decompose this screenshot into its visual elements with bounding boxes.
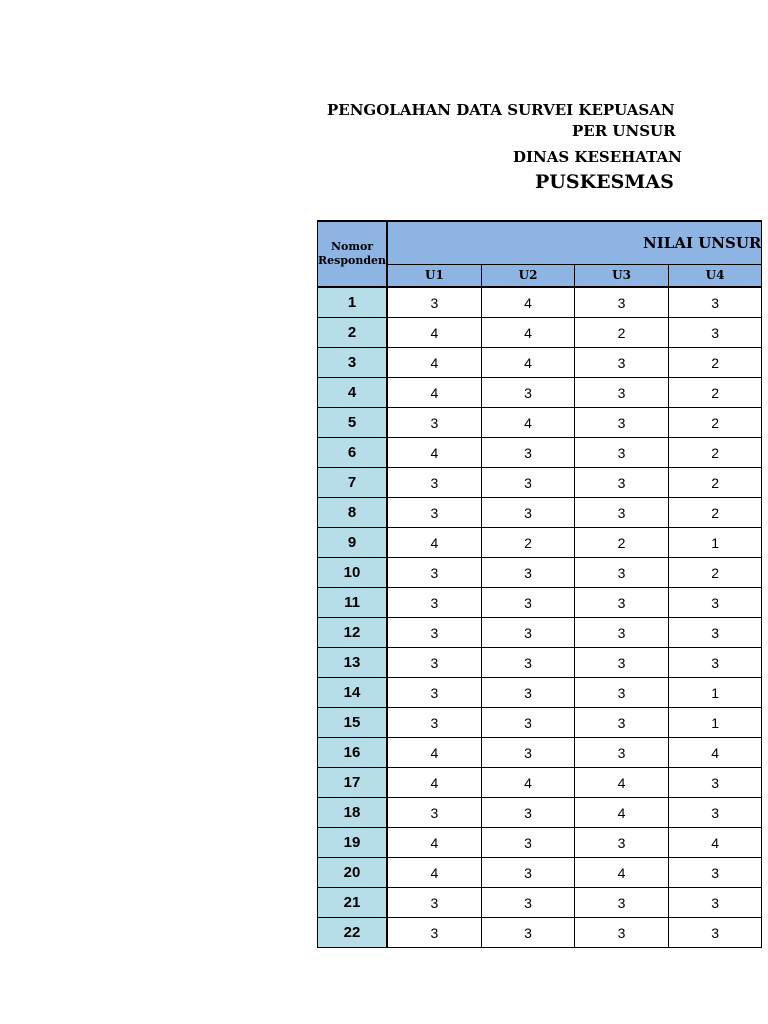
score-cell-u1: 4	[387, 438, 481, 468]
score-cell-u2: 3	[481, 738, 575, 768]
table-row	[318, 918, 762, 948]
score-cell-u1: 3	[387, 468, 481, 498]
score-cell-u4: 3	[668, 918, 762, 948]
respondent-number: 5	[318, 408, 388, 438]
respondent-number: 10	[318, 558, 388, 588]
table-row	[318, 738, 762, 768]
respondent-number: 12	[318, 618, 388, 648]
nomor-label: Nomor	[330, 240, 374, 253]
score-cell-u1: 3	[387, 648, 481, 678]
score-cell-u4: 2	[668, 348, 762, 378]
score-cell-u4: 3	[668, 888, 762, 918]
score-cell-u1: 3	[387, 918, 481, 948]
table-row	[318, 828, 762, 858]
score-cell-u2: 3	[481, 618, 575, 648]
table-row	[318, 378, 762, 408]
score-cell-u2: 3	[481, 678, 575, 708]
table-row	[318, 408, 762, 438]
score-cell-u3: 3	[575, 438, 669, 468]
score-cell-u3: 3	[575, 378, 669, 408]
respondent-number: 21	[318, 888, 388, 918]
score-cell-u1: 4	[387, 318, 481, 348]
respondent-number: 15	[318, 708, 388, 738]
score-cell-u1: 3	[387, 588, 481, 618]
score-cell-u2: 4	[481, 287, 575, 318]
score-cell-u1: 3	[387, 678, 481, 708]
table-row	[318, 318, 762, 348]
title-line-3: DINAS KESEHATAN	[513, 148, 682, 166]
score-cell-u4: 4	[668, 738, 762, 768]
table-row	[318, 798, 762, 828]
score-cell-u3: 2	[575, 318, 669, 348]
score-cell-u2: 4	[481, 408, 575, 438]
respondent-number: 8	[318, 498, 388, 528]
score-cell-u3: 3	[575, 888, 669, 918]
table-body	[318, 287, 762, 948]
column-header-u2: U2	[481, 264, 575, 287]
respondent-number: 13	[318, 648, 388, 678]
survey-table-viewport	[317, 220, 762, 946]
score-cell-u2: 3	[481, 468, 575, 498]
score-cell-u2: 3	[481, 798, 575, 828]
table-row	[318, 558, 762, 588]
respondent-number: 1	[318, 287, 388, 318]
report-title-block	[300, 0, 682, 200]
table-row	[318, 588, 762, 618]
score-cell-u4: 2	[668, 468, 762, 498]
score-cell-u2: 3	[481, 438, 575, 468]
score-cell-u1: 3	[387, 618, 481, 648]
score-cell-u4: 2	[668, 498, 762, 528]
table-row	[318, 648, 762, 678]
table-row	[318, 858, 762, 888]
table-row	[318, 438, 762, 468]
score-cell-u1: 4	[387, 828, 481, 858]
score-cell-u1: 3	[387, 287, 481, 318]
score-cell-u1: 3	[387, 798, 481, 828]
score-cell-u4: 3	[668, 648, 762, 678]
title-line-4: PUSKESMAS	[535, 171, 674, 193]
survey-table	[317, 220, 762, 948]
respondent-number: 3	[318, 348, 388, 378]
table-row	[318, 528, 762, 558]
table-row	[318, 468, 762, 498]
score-cell-u4: 3	[668, 858, 762, 888]
score-cell-u2: 3	[481, 648, 575, 678]
respondent-number: 18	[318, 798, 388, 828]
score-cell-u3: 2	[575, 528, 669, 558]
score-cell-u1: 4	[387, 348, 481, 378]
score-cell-u1: 3	[387, 408, 481, 438]
score-cell-u4: 1	[668, 678, 762, 708]
table-row	[318, 708, 762, 738]
score-cell-u2: 3	[481, 828, 575, 858]
score-cell-u3: 3	[575, 618, 669, 648]
score-cell-u3: 3	[575, 918, 669, 948]
score-cell-u4: 4	[668, 828, 762, 858]
respondent-number: 7	[318, 468, 388, 498]
score-cell-u3: 4	[575, 858, 669, 888]
score-cell-u4: 3	[668, 588, 762, 618]
table-row	[318, 348, 762, 378]
title-line-2: PER UNSUR	[572, 122, 676, 140]
respondent-number: 9	[318, 528, 388, 558]
respondent-number: 6	[318, 438, 388, 468]
score-cell-u2: 3	[481, 858, 575, 888]
score-cell-u3: 3	[575, 408, 669, 438]
score-cell-u2: 3	[481, 918, 575, 948]
score-cell-u3: 3	[575, 287, 669, 318]
table-row	[318, 768, 762, 798]
respondent-number: 14	[318, 678, 388, 708]
score-cell-u3: 3	[575, 678, 669, 708]
column-header-u4: U4	[668, 264, 762, 287]
score-cell-u1: 3	[387, 708, 481, 738]
score-cell-u3: 4	[575, 768, 669, 798]
score-cell-u2: 4	[481, 318, 575, 348]
respondent-number: 17	[318, 768, 388, 798]
respondent-number: 4	[318, 378, 388, 408]
score-cell-u4: 2	[668, 408, 762, 438]
score-cell-u2: 3	[481, 378, 575, 408]
score-cell-u4: 3	[668, 318, 762, 348]
column-header-u3: U3	[575, 264, 669, 287]
score-cell-u3: 3	[575, 558, 669, 588]
score-cell-u1: 3	[387, 558, 481, 588]
respondent-number: 2	[318, 318, 388, 348]
table-row	[318, 618, 762, 648]
title-line-1: PENGOLAHAN DATA SURVEI KEPUASAN	[327, 101, 675, 119]
table-row	[318, 498, 762, 528]
score-cell-u4: 2	[668, 438, 762, 468]
score-cell-u3: 3	[575, 738, 669, 768]
score-cell-u2: 3	[481, 558, 575, 588]
table-row	[318, 888, 762, 918]
score-cell-u3: 3	[575, 708, 669, 738]
column-header-u1: U1	[387, 264, 481, 287]
score-cell-u4: 3	[668, 618, 762, 648]
respondent-number: 22	[318, 918, 388, 948]
score-cell-u3: 4	[575, 798, 669, 828]
respondent-number: 16	[318, 738, 388, 768]
score-cell-u4: 2	[668, 378, 762, 408]
score-cell-u1: 4	[387, 768, 481, 798]
nomor-responden-header	[318, 221, 388, 287]
score-cell-u4: 1	[668, 528, 762, 558]
score-cell-u4: 3	[668, 287, 762, 318]
score-cell-u1: 4	[387, 528, 481, 558]
score-cell-u2: 3	[481, 708, 575, 738]
score-cell-u3: 3	[575, 498, 669, 528]
score-cell-u1: 4	[387, 858, 481, 888]
score-cell-u3: 3	[575, 468, 669, 498]
score-cell-u1: 4	[387, 378, 481, 408]
table-row	[318, 678, 762, 708]
score-cell-u4: 3	[668, 768, 762, 798]
respondent-number: 11	[318, 588, 388, 618]
score-cell-u2: 3	[481, 588, 575, 618]
score-cell-u1: 3	[387, 888, 481, 918]
score-cell-u2: 3	[481, 888, 575, 918]
score-cell-u3: 3	[575, 828, 669, 858]
score-cell-u2: 3	[481, 498, 575, 528]
score-cell-u3: 3	[575, 588, 669, 618]
score-cell-u4: 1	[668, 708, 762, 738]
nilai-unsur-header: NILAI UNSUR	[387, 221, 762, 264]
respondent-number: 20	[318, 858, 388, 888]
table-row	[318, 287, 762, 318]
score-cell-u2: 2	[481, 528, 575, 558]
score-cell-u2: 4	[481, 768, 575, 798]
score-cell-u3: 3	[575, 348, 669, 378]
respondent-number: 19	[318, 828, 388, 858]
score-cell-u3: 3	[575, 648, 669, 678]
score-cell-u4: 3	[668, 798, 762, 828]
score-cell-u1: 4	[387, 738, 481, 768]
score-cell-u1: 3	[387, 498, 481, 528]
responden-label: Responden	[318, 254, 387, 267]
score-cell-u4: 2	[668, 558, 762, 588]
score-cell-u2: 4	[481, 348, 575, 378]
